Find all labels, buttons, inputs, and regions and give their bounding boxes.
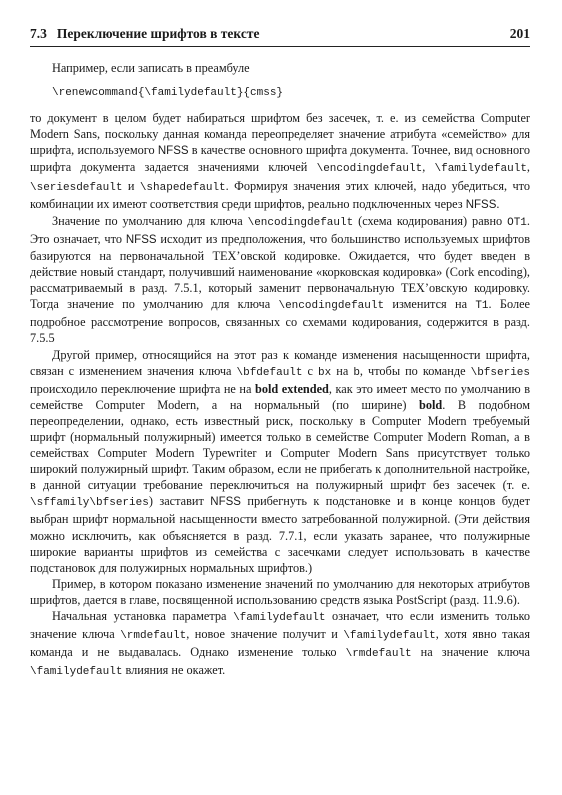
running-header — [30, 26, 530, 47]
paragraph — [30, 608, 530, 680]
bold-term: bold — [419, 397, 443, 412]
inline-code: \familydefault — [30, 666, 123, 679]
paragraph — [30, 213, 530, 347]
inline-code: \rmdefault — [120, 630, 187, 643]
text-run: . Формируя значения этих ключей, надо убедиться, что комбинации их имеют соответствия среди шрифтов, реально подключенных через — [30, 178, 530, 211]
text-run: Начальная установка параметра — [52, 609, 234, 623]
inline-code: \familydefault — [233, 612, 326, 624]
text-run: с — [302, 363, 319, 378]
code-example: \renewcommand{\familydefault}{cmss} — [52, 87, 284, 100]
text-run: влияния не окажет. — [122, 663, 226, 678]
nfss-term: NFSS — [210, 496, 241, 509]
page — [30, 26, 530, 680]
inline-code: \shapedefault — [139, 181, 226, 194]
inline-code: b — [353, 366, 360, 379]
text-run: прибегнуть к подстановке и в конце концов будет выбран шрифт нормальной насыщенности вместо затребованной полужирной. (Эти действия можно исключить, как объясняется в разд. 7.7.1, если указать заранее, что полужирные широкие варианты шрифтов из семейства с засечками следует использовать в качестве подстановок для полужирных нормальных шрифтов.) — [30, 494, 530, 575]
header-left — [30, 26, 269, 42]
nfss-term: NFSS — [125, 233, 157, 246]
inline-code: \seriesdefault — [30, 181, 123, 194]
text-run: то документ в целом будет набираться шрифтом без засечек, т. е. из семейства Computer Modern Sans, поскольку данная команда переопределяет значение атрибута «семейство» для шрифта, используемого — [30, 111, 530, 158]
body-text — [30, 60, 530, 680]
text-run: Другой пример, относящийся на этот раз к команде изменения насыщенности шрифта, связан с изменением значения ключа — [30, 347, 530, 378]
text-run: изменится на — [384, 297, 476, 312]
text-run: , новое значение получит и — [186, 627, 344, 642]
section-number: 7.3 — [30, 26, 47, 41]
text-run: . — [496, 196, 500, 211]
text-run: , как это имеет место по умолчанию в семействе Computer Modern, а на нормальный (по ширине) — [30, 381, 531, 412]
text-run: , хотя явно такая команда и не выдавалась. Однако изменение только — [30, 627, 530, 660]
text-run: и — [122, 178, 140, 193]
text-run: , — [526, 160, 530, 175]
text-run: , чтобы по команде — [359, 363, 471, 378]
inline-code: \encodingdefault — [316, 163, 423, 176]
text-run: в качестве основного шрифта документа. Точнее, вид основного шрифта документа задается значениями ключей — [30, 143, 530, 175]
inline-code: \bfseries — [470, 366, 531, 379]
text-run: на — [331, 363, 354, 378]
inline-code: \familydefault — [343, 630, 436, 643]
inline-code: \familydefault — [434, 163, 527, 176]
text-run: (схема кодирования) равно — [353, 213, 508, 228]
text-run: . Это означает, что — [30, 213, 530, 246]
text-run: исходит из предположения, что большинство используемых шрифтов базируются на первоначальной TEX’овской кодировке. Ожидается, что будет введен в действие новый стандарт, получивший наименование «корковская кодировка» (Cork encoding), рассматриваемый в разд. 7.5.1, который заменит первоначальную TEX’овскую кодировку. Тогда значение по умолчанию для ключа — [30, 231, 530, 312]
paragraph — [30, 110, 530, 213]
inline-code: \bfdefault — [236, 366, 303, 379]
inline-code: \rmdefault — [345, 648, 412, 661]
inline-code: T1 — [475, 300, 489, 313]
paragraph — [30, 576, 530, 608]
intro-paragraph: Например, если записать в преамбуле — [52, 61, 250, 75]
text-run: . В подобном переопределении, однако, есть известный риск, поскольку в Computer Modern требуемый шрифт (нормальный полужирный) имеется только в семействе Computer Modern Roman, а в семействах Computer Modern Typewriter и Computer Modern Sans присутствует только широкий полужирный шрифт. Таким образом, если не прибегать к дополнительной настройке, в данной ситуации требование переключиться на полужирный шрифт без засечек (т. е. — [30, 397, 530, 493]
section-title: Переключение шрифтов в тексте — [56, 26, 260, 41]
text-run: означает, что если изменить только значение ключа — [30, 609, 530, 642]
text-run: ) заставит — [148, 494, 211, 509]
inline-code: \sffamily\bfseries — [30, 497, 149, 510]
text-run: Пример, в котором показано изменение значений по умолчанию для некоторых атрибутов шрифтов, дается в главе, посвященной использованию средств языка PostScript (разд. 11.9.6). — [30, 576, 530, 607]
text-run: происходило переключение шрифта не на — [30, 381, 255, 396]
text-run: Значение по умолчанию для ключа — [52, 213, 248, 228]
text-run: на значение ключа — [411, 645, 530, 660]
inline-code: bx — [318, 366, 332, 379]
bold-term: bold extended — [254, 381, 329, 396]
text-run: . Более подробное рассмотрение вопросов, связанных со схемами кодирования, содержится в разд. 7.5.5 — [30, 297, 531, 346]
nfss-term: NFSS — [157, 145, 189, 158]
page-number: 201 — [509, 26, 530, 41]
inline-code: \encodingdefault — [278, 300, 385, 313]
inline-code: OT1 — [507, 216, 527, 229]
nfss-term: NFSS — [465, 198, 497, 211]
inline-code: \encodingdefault — [247, 216, 354, 229]
text-run: , — [422, 160, 435, 175]
paragraph — [30, 347, 530, 576]
